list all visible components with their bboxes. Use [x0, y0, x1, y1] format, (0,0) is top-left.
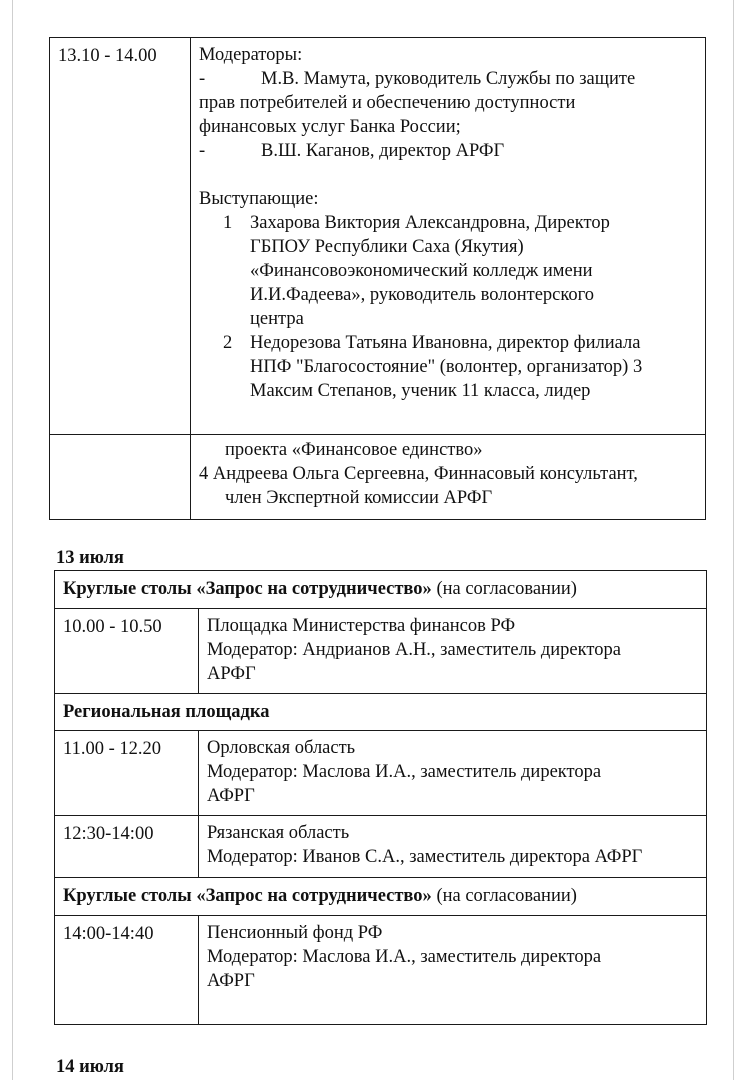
session-table — [49, 37, 706, 520]
speaker-item — [199, 211, 699, 331]
moderator-line: АФРГ — [207, 786, 255, 806]
roundtable-status: (на согласовании) — [431, 579, 577, 599]
speaker-line: НПФ "Благосостояние" (волонтер, организатор) 3 — [250, 357, 643, 377]
roundtable-title: Круглые столы «Запрос на сотрудничество» — [63, 886, 432, 906]
regional-title: Региональная площадка — [63, 702, 270, 722]
continuation-line: проекта «Финансовое единство» — [225, 440, 483, 460]
session-time: 10.00 - 10.50 — [63, 617, 162, 637]
moderator-line: Модератор: Иванов С.А., заместитель директора АФРГ — [207, 847, 643, 867]
speaker-line: Недорезова Татьяна Ивановна, директор филиала — [250, 333, 641, 353]
moderator-line: Модератор: Андрианов А.Н., заместитель директора — [207, 640, 621, 660]
speaker-item — [199, 331, 699, 403]
speaker-line: «Финансовоэкономический колледж имени — [250, 261, 593, 281]
table-row — [55, 609, 707, 694]
content-cell — [199, 816, 707, 878]
moderator-line: прав потребителей и обеспечению доступности — [199, 93, 576, 113]
moderator-line: Модератор: Маслова И.А., заместитель директора — [207, 947, 602, 967]
content-cell — [199, 609, 707, 694]
moderator-line: В.Ш. Каганов, директор АРФГ — [261, 141, 505, 161]
table-row — [50, 435, 706, 520]
moderator-item — [199, 139, 699, 163]
speaker-line: Захарова Виктория Александровна, Директор — [250, 213, 610, 233]
section-header-row — [55, 694, 707, 731]
continuation-line: 4 Андреева Ольга Сергеевна, Финнасовый консультант, — [199, 464, 638, 484]
table-row — [55, 731, 707, 816]
speaker-line: ГБПОУ Республики Саха (Якутия) — [250, 237, 524, 257]
time-cell — [55, 609, 199, 694]
content-cell — [191, 435, 706, 520]
venue-name: Орловская область — [207, 738, 356, 758]
speaker-number: 1 — [223, 213, 233, 233]
time-cell — [55, 916, 199, 1025]
moderator-line: АФРГ — [207, 971, 255, 991]
moderator-line: М.В. Мамута, руководитель Службы по защите — [261, 69, 636, 89]
venue-name: Рязанская область — [207, 823, 350, 843]
session-time: 11.00 - 12.20 — [63, 739, 161, 759]
content-cell — [199, 916, 707, 1025]
venue-name: Площадка Министерства финансов РФ — [207, 616, 516, 636]
page-edge-left — [12, 0, 13, 1080]
speaker-line: центра — [250, 309, 304, 329]
section-header — [55, 571, 707, 609]
moderator-line: АРФГ — [207, 664, 256, 684]
table-row — [50, 38, 706, 435]
session-time: 13.10 - 14.00 — [58, 46, 157, 66]
moderator-item — [199, 67, 699, 139]
moderators-label: Модераторы: — [199, 45, 303, 65]
time-cell — [50, 38, 191, 435]
section-header-row — [55, 571, 707, 609]
time-cell — [50, 435, 191, 520]
roundtable-status: (на согласовании) — [431, 886, 577, 906]
speakers-label: Выступающие: — [199, 189, 319, 209]
time-cell — [55, 731, 199, 816]
table-row — [55, 916, 707, 1025]
content-cell — [199, 731, 707, 816]
list-dash: - — [199, 141, 206, 161]
content-cell — [191, 38, 706, 435]
continuation-line: член Экспертной комиссии АРФГ — [225, 488, 493, 508]
day-heading: 14 июля — [56, 1057, 124, 1077]
speaker-line: Максим Степанов, ученик 11 класса, лидер — [250, 381, 591, 401]
section-header-row — [55, 878, 707, 916]
schedule-table — [54, 570, 707, 1025]
section-header — [55, 878, 707, 916]
moderator-line: Модератор: Маслова И.А., заместитель директора — [207, 762, 602, 782]
page-edge-right — [733, 0, 734, 1080]
session-time: 14:00-14:40 — [63, 924, 154, 944]
speaker-line: И.И.Фадеева», руководитель волонтерского — [250, 285, 595, 305]
section-header — [55, 694, 707, 731]
day-heading: 13 июля — [56, 548, 124, 568]
speaker-number: 2 — [223, 333, 233, 353]
table-row — [55, 816, 707, 878]
moderator-line: финансовых услуг Банка России; — [199, 117, 461, 137]
roundtable-title: Круглые столы «Запрос на сотрудничество» — [63, 579, 432, 599]
list-dash: - — [199, 69, 206, 89]
venue-name: Пенсионный фонд РФ — [207, 923, 383, 943]
time-cell — [55, 816, 199, 878]
session-time: 12:30-14:00 — [63, 824, 154, 844]
